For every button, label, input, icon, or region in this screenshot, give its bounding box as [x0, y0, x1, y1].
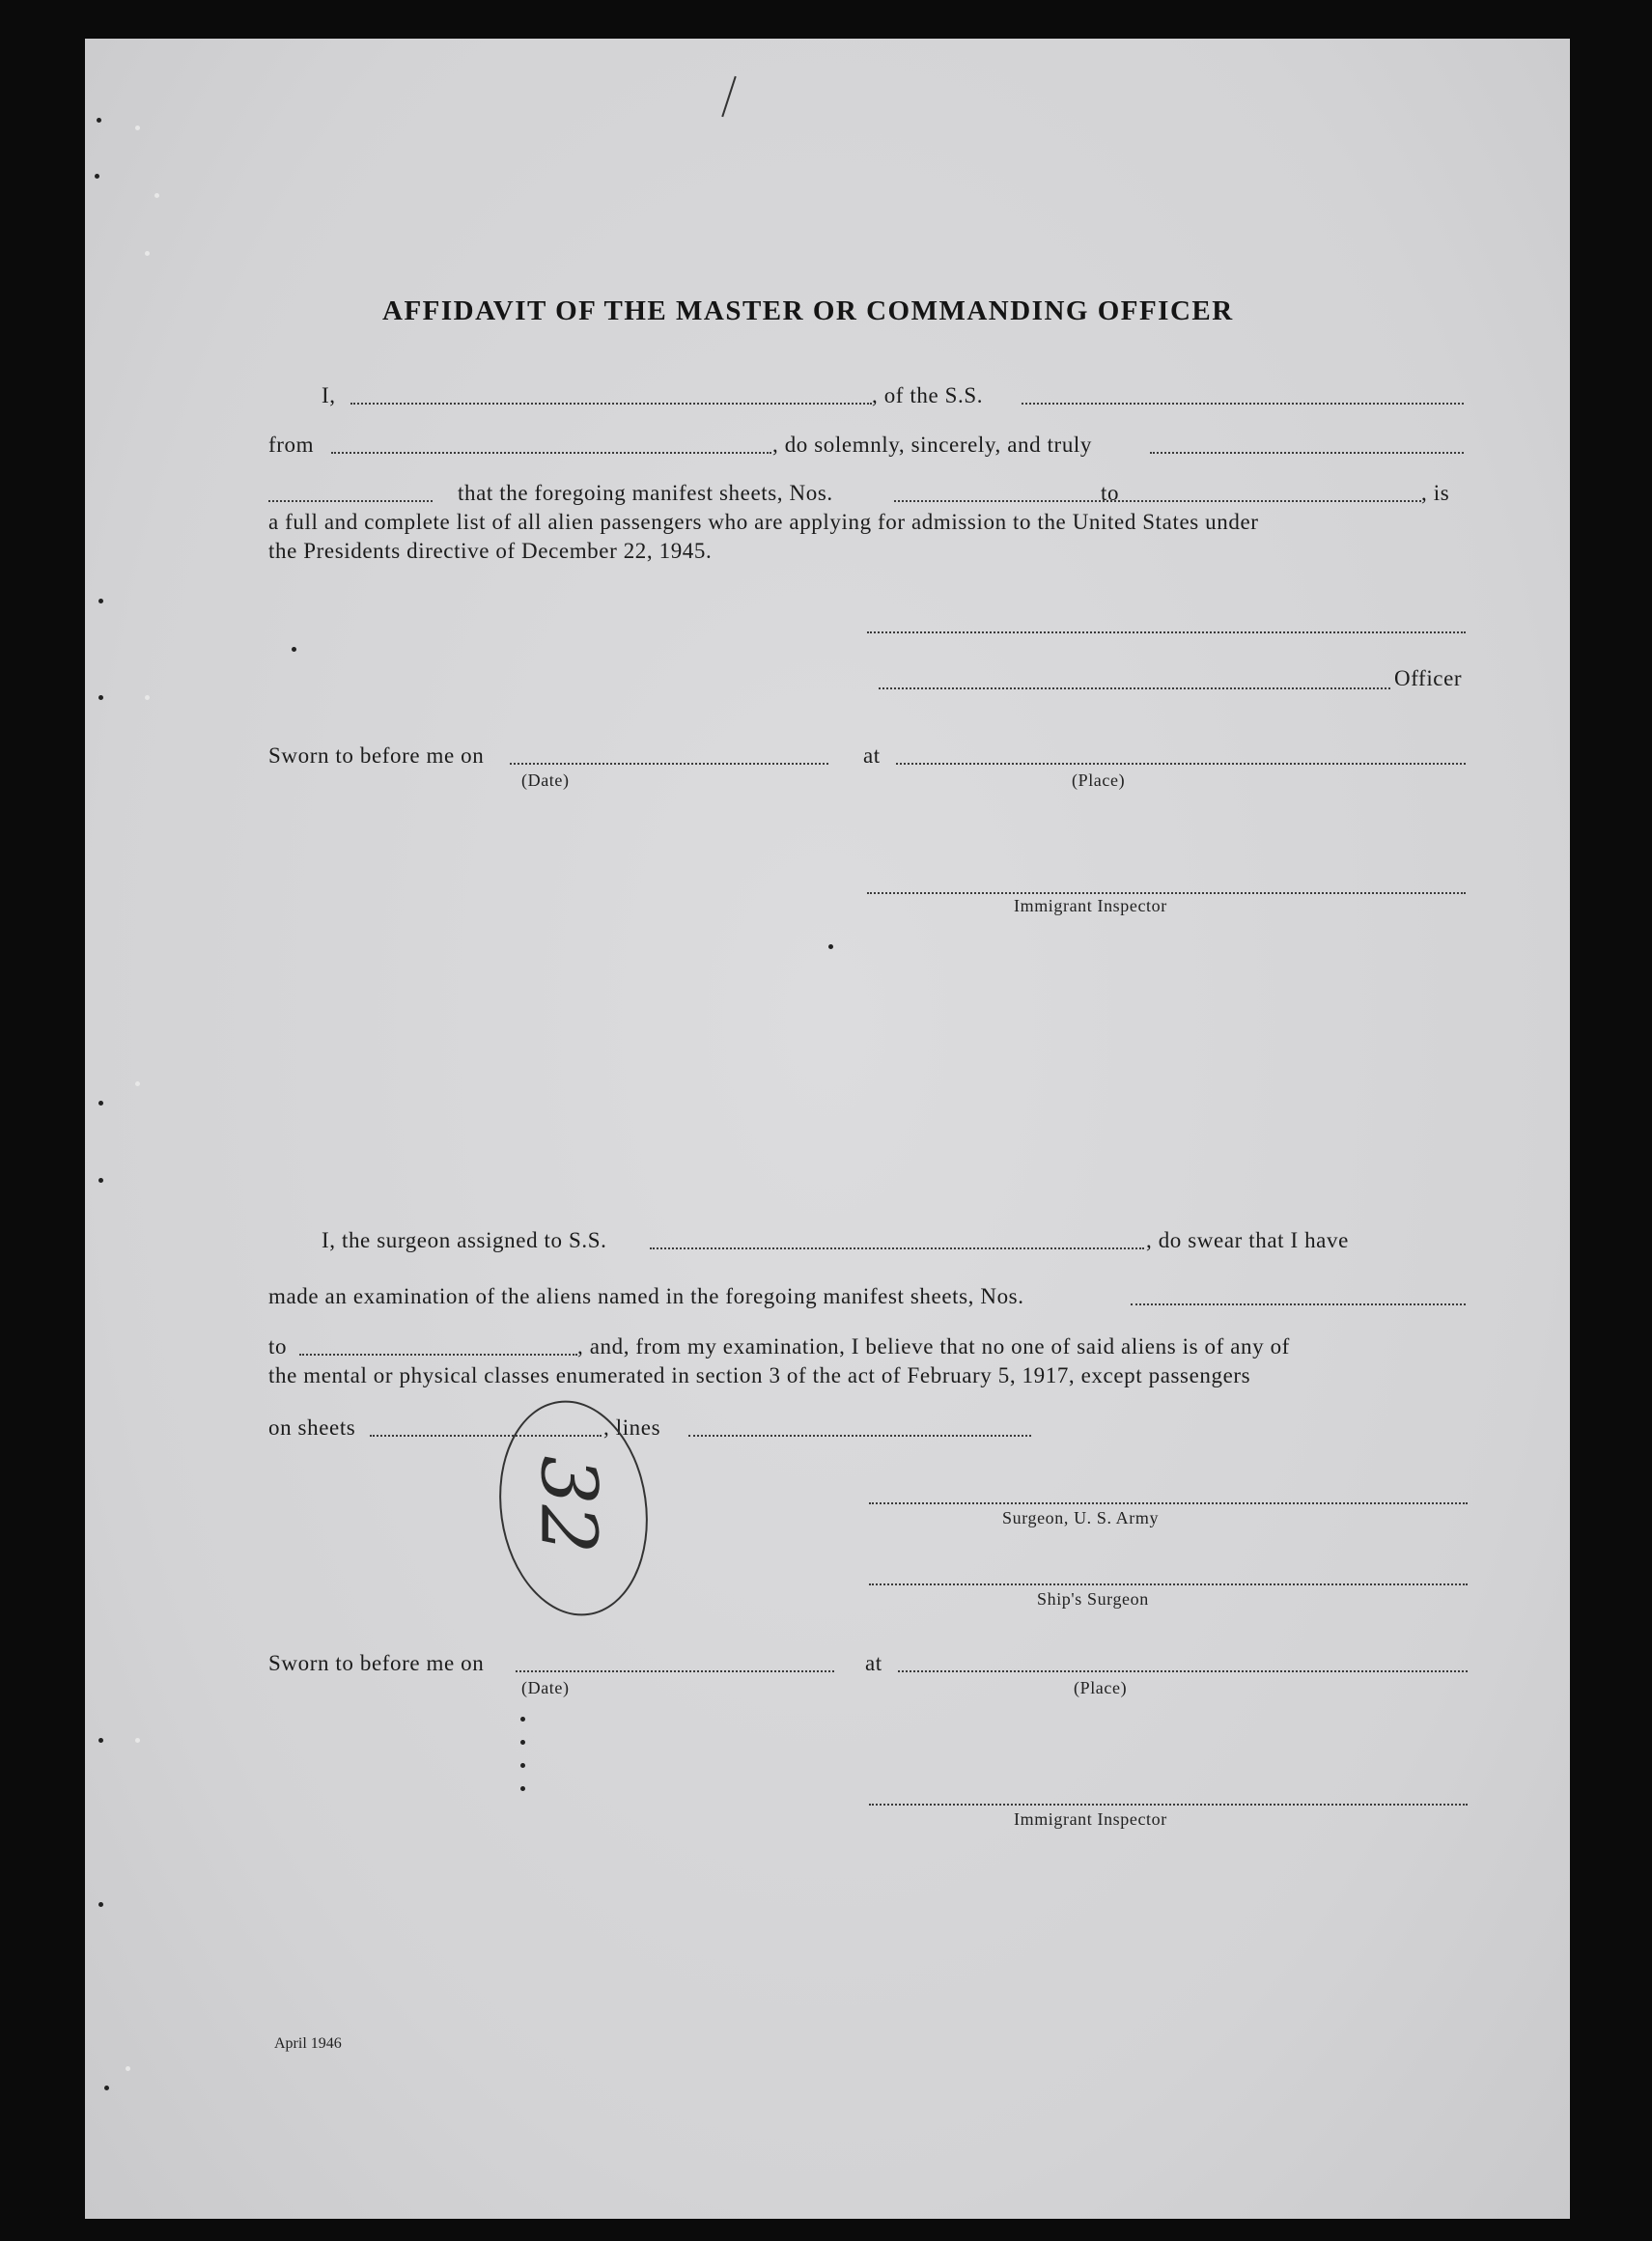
master-ship-label: , of the S.S.	[872, 383, 984, 407]
scan-speck	[98, 1902, 103, 1907]
master-swear-field	[1150, 452, 1464, 454]
border-speck	[135, 126, 140, 130]
document-title: AFFIDAVIT OF THE MASTER OR COMMANDING OFFICER	[382, 295, 1234, 326]
surgeon-sheets-label: on sheets	[268, 1415, 356, 1440]
scan-speck	[98, 1738, 103, 1743]
scan-speck	[292, 647, 296, 652]
master-place-caption: (Place)	[1072, 770, 1126, 790]
scan-speck	[828, 944, 833, 949]
master-place-field	[896, 763, 1466, 765]
scan-speck	[97, 118, 101, 123]
scan-speck	[520, 1717, 525, 1722]
surgeon-line-4: the mental or physical classes enumerated in section 3 of the act of February 5, 1917, except passengers	[268, 1363, 1251, 1387]
pencil-mark	[721, 76, 736, 117]
surgeon-nos-from-field	[1131, 1303, 1466, 1305]
master-from-label: from	[268, 433, 315, 457]
master-sworn-date-field	[510, 763, 828, 765]
master-inspector-caption: Immigrant Inspector	[1014, 896, 1167, 915]
master-nos-from-field	[894, 500, 1166, 502]
border-speck	[145, 695, 150, 700]
scan-speck	[520, 1763, 525, 1768]
surgeon-sworn-date-field	[516, 1670, 834, 1672]
surgeon-lines-label: , lines	[603, 1415, 661, 1440]
master-at-label: at	[863, 743, 881, 768]
surgeon-to-label: to	[268, 1334, 288, 1359]
master-sworn-label: Sworn to before me on	[268, 743, 485, 768]
circled-number: 32	[523, 1455, 614, 1555]
border-speck	[145, 251, 150, 256]
scan-speck	[98, 1101, 103, 1106]
surgeon-place-field	[898, 1670, 1468, 1672]
scan-speck	[98, 1178, 103, 1183]
officer-label: Officer	[1394, 666, 1463, 690]
master-body-line-5: the Presidents directive of December 22, 1945.	[268, 539, 713, 563]
scan-speck	[95, 174, 99, 179]
master-to-label: to	[1101, 481, 1120, 505]
scan-speck	[520, 1740, 525, 1745]
master-inspector-signature-line	[867, 892, 1466, 894]
document-page	[85, 39, 1570, 2219]
surgeon-place-caption: (Place)	[1074, 1678, 1128, 1697]
border-speck	[135, 1081, 140, 1086]
border-speck	[154, 193, 159, 198]
surgeon-date-caption: (Date)	[521, 1678, 570, 1697]
border-speck	[135, 1738, 140, 1743]
surgeon-line-1-end: , do swear that I have	[1146, 1228, 1349, 1252]
army-surgeon-caption: Surgeon, U. S. Army	[1002, 1508, 1160, 1527]
scan-speck	[520, 1786, 525, 1791]
master-swear-label: , do solemnly, sincerely, and truly	[772, 433, 1093, 457]
surgeon-nos-to-field	[299, 1354, 577, 1356]
master-i-label: I,	[322, 383, 336, 407]
master-body-line-4: a full and complete list of all alien passengers who are applying for admission to the United States under	[268, 510, 1259, 534]
master-is-label: , is	[1421, 481, 1450, 505]
surgeon-ship-field	[650, 1247, 1144, 1249]
master-manifest-label: that the foregoing manifest sheets, Nos.	[458, 481, 833, 505]
surgeon-inspector-signature-line	[869, 1804, 1468, 1806]
scan-speck	[98, 599, 103, 603]
master-nos-to-field	[1130, 500, 1421, 502]
master-from-field	[331, 452, 771, 454]
form-date: April 1946	[274, 2035, 342, 2052]
master-name-field	[350, 403, 872, 405]
surgeon-at-label: at	[865, 1651, 882, 1675]
ship-surgeon-signature-line	[869, 1583, 1468, 1585]
surgeon-line-2: made an examination of the aliens named in the foregoing manifest sheets, Nos.	[268, 1284, 1024, 1308]
master-date-caption: (Date)	[521, 770, 570, 790]
officer-signature-line-1	[867, 631, 1466, 633]
scan-speck	[104, 2086, 109, 2090]
master-ship-field	[1022, 403, 1464, 405]
officer-signature-line-2	[879, 687, 1390, 689]
surgeon-sworn-label: Sworn to before me on	[268, 1651, 485, 1675]
army-surgeon-signature-line	[869, 1502, 1468, 1504]
surgeon-line-1-start: I, the surgeon assigned to S.S.	[322, 1228, 607, 1252]
surgeon-line-3-rest: , and, from my examination, I believe that no one of said aliens is of any of	[577, 1334, 1290, 1359]
surgeon-inspector-caption: Immigrant Inspector	[1014, 1809, 1167, 1829]
border-speck	[126, 2066, 130, 2071]
scan-speck	[98, 695, 103, 700]
surgeon-lines-field	[688, 1435, 1031, 1437]
ship-surgeon-caption: Ship's Surgeon	[1037, 1589, 1149, 1609]
master-prefix-field	[268, 500, 433, 502]
